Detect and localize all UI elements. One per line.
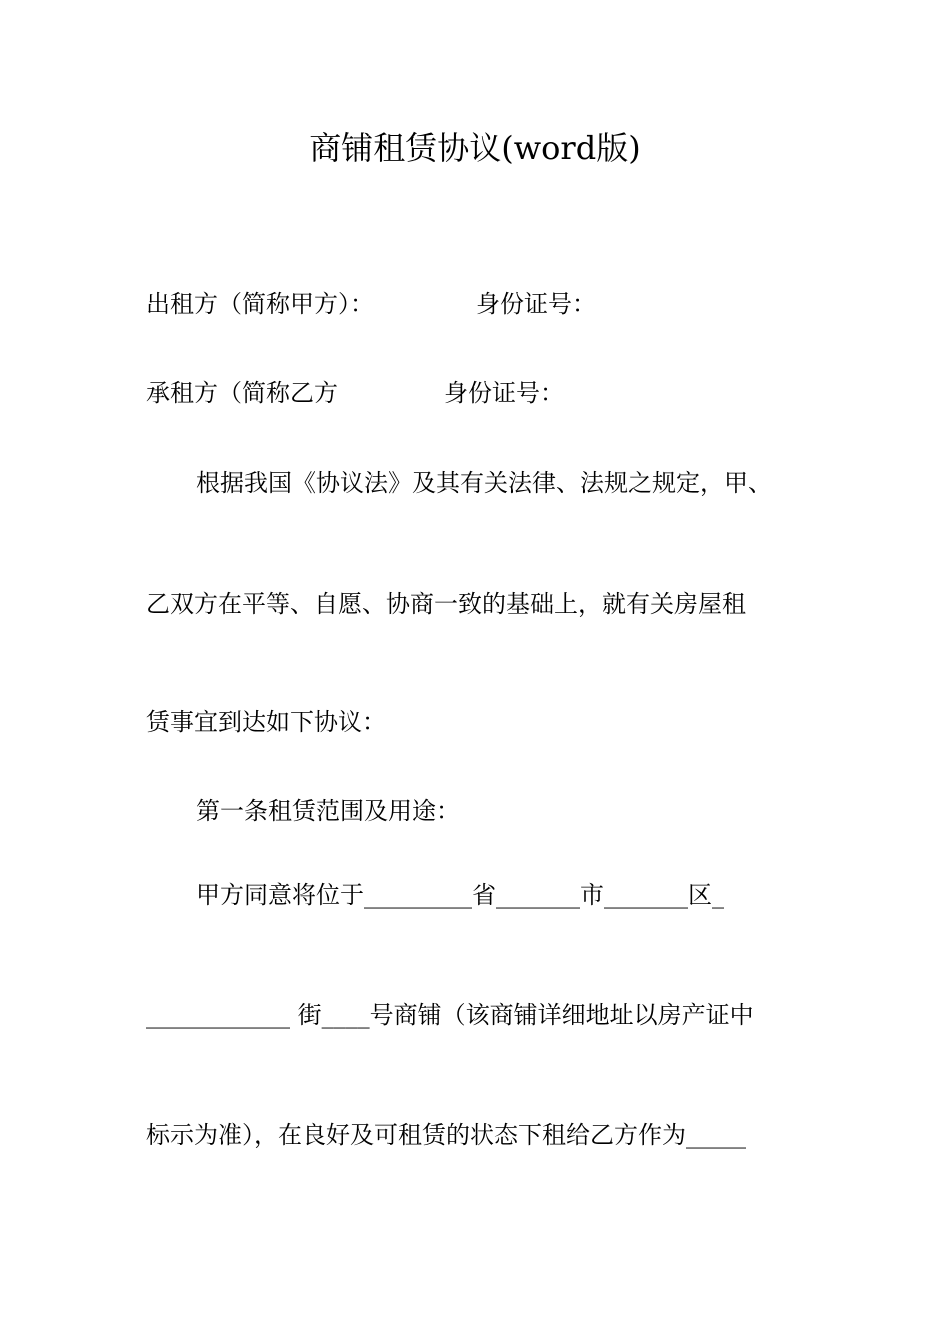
article-heading: 第一条租赁范围及用途： [196,797,460,825]
paragraph-line: ____________ 街____号商铺（该商铺详细地址以房产证中 [146,1001,754,1029]
document-title: 商铺租赁协议(word版) [309,129,641,167]
lessee-id-label: 身份证号： [444,379,564,407]
lessor-label: 出租方（简称甲方）： [146,290,374,318]
paragraph-line: 甲方同意将位于_________省_______市_______区_ [196,881,724,909]
paragraph-line: 根据我国《协议法》及其有关法律、法规之规定，甲、 [196,469,772,497]
paragraph-line: 乙双方在平等、自愿、协商一致的基础上，就有关房屋租 [146,590,746,618]
lessee-label: 承租方（简称乙方 [146,379,338,407]
lessor-id-label: 身份证号： [476,290,596,318]
paragraph-line: 赁事宜到达如下协议： [146,708,386,736]
paragraph-line: 标示为准），在良好及可租赁的状态下租给乙方作为_____ [146,1121,746,1149]
